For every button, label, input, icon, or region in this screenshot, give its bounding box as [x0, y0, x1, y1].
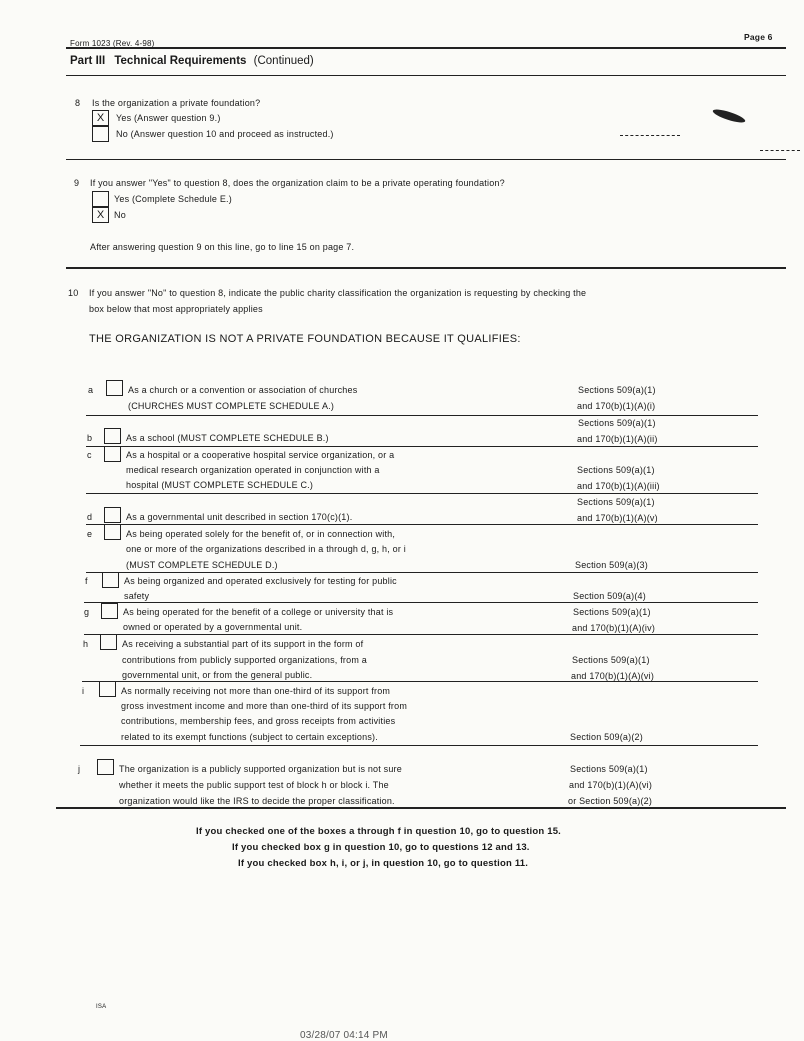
item-j-section: Sections 509(a)(1) [570, 764, 648, 774]
item-letter: e [87, 529, 93, 539]
item-j-line: whether it meets the public support test of block h or block i. The [119, 780, 389, 790]
item-a-checkbox[interactable] [106, 380, 123, 396]
item-j-section: and 170(b)(1)(A)(vi) [569, 780, 653, 790]
item-i-line: related to its exempt functions (subject to certain exceptions). [121, 732, 378, 742]
item-c-line: As a hospital or a cooperative hospital service organization, or a [126, 450, 395, 460]
q8-no-checkbox[interactable] [92, 126, 109, 142]
item-c-line: medical research organization operated in conjunction with a [126, 465, 380, 475]
item-e-line: one or more of the organizations described in a through d, g, h, or i [126, 544, 406, 554]
item-a-section: and 170(b)(1)(A)(i) [577, 401, 656, 411]
item-j-line: organization would like the IRS to decide the proper classification. [119, 796, 395, 806]
item-f-line: As being organized and operated exclusively for testing for public [124, 576, 397, 586]
scan-dash-line [620, 135, 680, 136]
item-c-section: Sections 509(a)(1) [577, 465, 655, 475]
item-letter: a [88, 385, 94, 395]
q9-rule [66, 267, 786, 269]
q8-text: Is the organization a private foundation? [92, 98, 261, 108]
item-b-checkbox[interactable] [104, 428, 121, 444]
item-letter: i [82, 686, 85, 696]
continued-label: (Continued) [253, 55, 314, 67]
q10-text-line2: box below that most appropriately applies [89, 304, 263, 314]
item-f-checkbox[interactable] [102, 572, 119, 588]
q10-text-line1: If you answer "No" to question 8, indicate the public charity classification the organization is requesting by checking the [89, 288, 587, 298]
q10-bottom-rule [56, 807, 786, 809]
item-letter: b [87, 433, 93, 443]
item-e-checkbox[interactable] [104, 524, 121, 540]
item-b-section: and 170(b)(1)(A)(ii) [577, 434, 658, 444]
item-rule [84, 602, 758, 603]
item-j-checkbox[interactable] [97, 759, 114, 775]
q10-heading: THE ORGANIZATION IS NOT A PRIVATE FOUNDATION BECAUSE IT QUALIFIES: [89, 333, 521, 345]
item-b-section: Sections 509(a)(1) [578, 418, 656, 428]
page-number: Page 6 [744, 32, 773, 42]
footer-note-3: If you checked box h, i, or j, in question 10, go to question 11. [238, 858, 529, 869]
scan-edge-line [760, 150, 800, 151]
fax-stamp: 03/28/07 04:14 PM [300, 1030, 388, 1041]
scan-smudge [712, 107, 747, 125]
item-rule [84, 634, 758, 635]
item-h-line: As receiving a substantial part of its support in the form of [122, 639, 364, 649]
footer-note-2: If you checked box g in question 10, go to questions 12 and 13. [232, 842, 530, 853]
item-i-line: As normally receiving not more than one-third of its support from [121, 686, 391, 696]
form-id: Form 1023 (Rev. 4-98) [70, 39, 155, 48]
item-f-section: Section 509(a)(4) [573, 591, 646, 601]
header-rule [66, 47, 786, 49]
item-i-section: Section 509(a)(2) [570, 732, 643, 742]
footer-note-1: If you checked one of the boxes a through f in question 10, go to question 15. [196, 826, 562, 837]
item-c-checkbox[interactable] [104, 446, 121, 462]
item-a-line: (CHURCHES MUST COMPLETE SCHEDULE A.) [128, 401, 335, 411]
q9-yes-checkbox[interactable] [92, 191, 109, 207]
item-g-line: As being operated for the benefit of a college or university that is [123, 607, 394, 617]
item-f-line: safety [124, 591, 150, 601]
q9-text: If you answer "Yes" to question 8, does the organization claim to be a private operating foundation? [90, 178, 505, 188]
item-j-section: or Section 509(a)(2) [568, 796, 653, 806]
q8-yes-label: Yes (Answer question 9.) [116, 113, 221, 123]
item-rule [86, 446, 758, 447]
item-h-line: contributions from publicly supported organizations, from a [122, 655, 367, 665]
q10-number: 10 [68, 288, 79, 298]
q9-no-checkbox[interactable]: X [92, 207, 109, 223]
item-rule [86, 524, 758, 525]
item-letter: j [78, 764, 81, 774]
item-h-checkbox[interactable] [100, 634, 117, 650]
part-rule [66, 75, 786, 76]
item-rule [86, 493, 758, 494]
page-title: Technical Requirements [114, 55, 247, 67]
item-e-line: As being operated solely for the benefit of, or in connection with, [126, 529, 396, 539]
item-rule [80, 745, 758, 746]
item-g-line: owned or operated by a governmental unit. [123, 622, 303, 632]
item-letter: c [87, 450, 92, 460]
q9-after-note: After answering question 9 on this line, go to line 15 on page 7. [90, 242, 355, 252]
item-a-section: Sections 509(a)(1) [578, 385, 656, 395]
item-a-line: As a church or a convention or association of churches [128, 385, 358, 395]
q8-yes-checkbox[interactable]: X [92, 110, 109, 126]
item-g-checkbox[interactable] [101, 603, 118, 619]
item-c-section: and 170(b)(1)(A)(iii) [577, 481, 660, 491]
item-g-section: Sections 509(a)(1) [573, 607, 651, 617]
item-letter: f [85, 576, 88, 586]
item-rule [86, 572, 758, 573]
item-letter: g [84, 607, 90, 617]
item-i-line: contributions, membership fees, and gross receipts from activities [121, 716, 396, 726]
part-label: Part III [70, 55, 106, 67]
item-h-section: Sections 509(a)(1) [572, 655, 650, 665]
item-letter: d [87, 512, 93, 522]
item-h-section: and 170(b)(1)(A)(vi) [571, 671, 655, 681]
item-b-line: As a school (MUST COMPLETE SCHEDULE B.) [126, 433, 329, 443]
item-e-line: (MUST COMPLETE SCHEDULE D.) [126, 560, 278, 570]
item-letter: h [83, 639, 89, 649]
item-i-checkbox[interactable] [99, 681, 116, 697]
item-g-section: and 170(b)(1)(A)(iv) [572, 623, 656, 633]
item-rule [86, 415, 758, 416]
q9-number: 9 [74, 178, 80, 188]
item-e-section: Section 509(a)(3) [575, 560, 648, 570]
q8-no-label: No (Answer question 10 and proceed as instructed.) [116, 129, 334, 139]
q9-no-label: No [114, 210, 126, 220]
q8-number: 8 [75, 98, 81, 108]
item-d-section: and 170(b)(1)(A)(v) [577, 513, 658, 523]
item-d-section: Sections 509(a)(1) [577, 497, 655, 507]
item-c-line: hospital (MUST COMPLETE SCHEDULE C.) [126, 480, 314, 490]
item-j-line: The organization is a publicly supported organization but is not sure [119, 764, 402, 774]
item-d-checkbox[interactable] [104, 507, 121, 523]
q9-yes-label: Yes (Complete Schedule E.) [114, 194, 232, 204]
item-d-line: As a governmental unit described in section 170(c)(1). [126, 512, 353, 522]
part-heading [70, 55, 314, 67]
item-h-line: governmental unit, or from the general public. [122, 670, 313, 680]
item-rule [82, 681, 758, 682]
q8-rule [66, 159, 786, 160]
item-i-line: gross investment income and more than one-third of its support from [121, 701, 408, 711]
isa-mark: ISA [96, 1004, 107, 1010]
